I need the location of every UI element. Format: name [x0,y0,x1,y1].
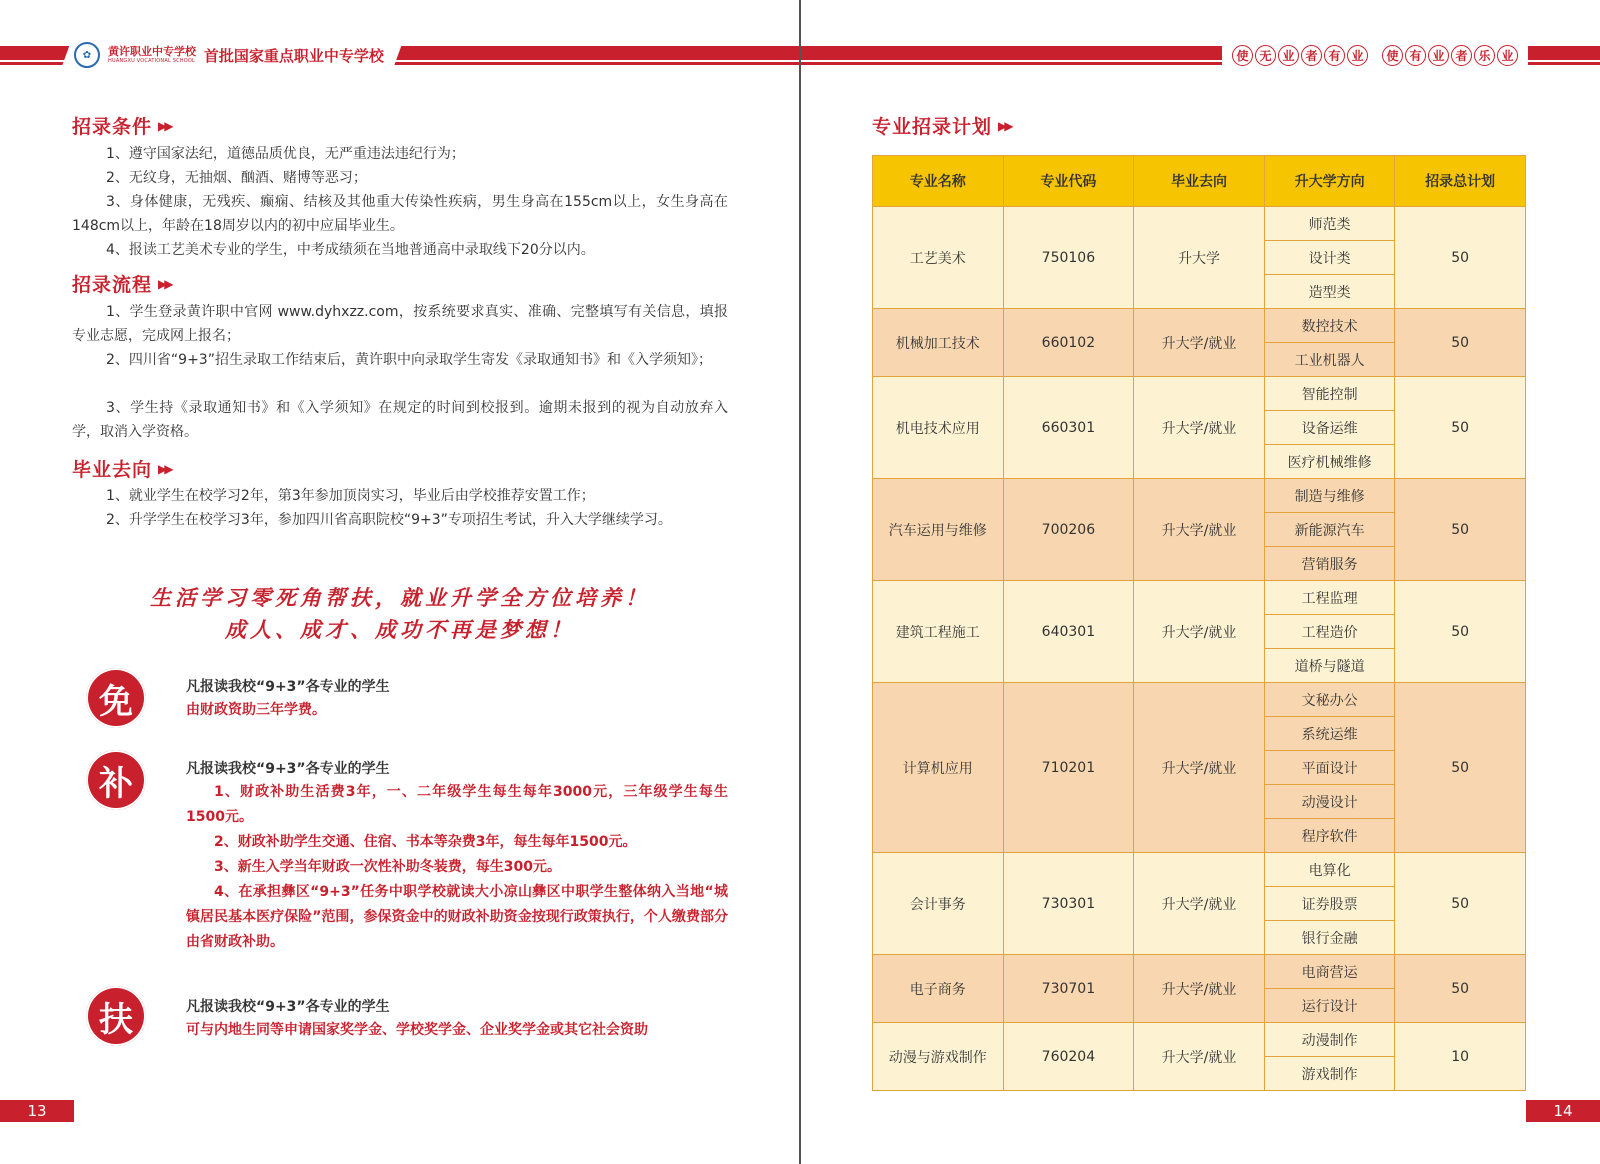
motto-char: 业 [1428,45,1449,66]
double-arrow-icon: ▶▶ [158,118,171,133]
direction-cell: 平面设计 [1264,751,1395,785]
page-number-left: 13 [0,1100,74,1122]
double-arrow-icon: ▶▶ [998,118,1011,133]
column-header: 专业名称 [873,156,1004,207]
motto-char: 业 [1278,45,1299,66]
direction-cell: 数控技术 [1264,309,1395,343]
table-row [873,1023,1526,1057]
major-name-cell: 动漫与游戏制作 [873,1023,1004,1091]
process-item: 2、四川省“9+3”招生录取工作结束后，黄许职中向录取学生寄发《录取通知书》和《入学须知》； [106,352,712,368]
benefit-heading: 凡报读我校“9+3”各专业的学生 [186,679,390,695]
destination-cell: 升大学/就业 [1134,377,1265,479]
direction-cell: 新能源汽车 [1264,513,1395,547]
motto-char: 乐 [1474,45,1495,66]
benefit-heading: 凡报读我校“9+3”各专业的学生 [186,761,390,777]
direction-cell: 动漫设计 [1264,785,1395,819]
slogan-line-1: 生活学习零死角帮扶，就业升学全方位培养！ [150,586,650,610]
benefit-text: 可与内地生同等申请国家奖学金、学校奖学金、企业奖学金或其它社会资助 [186,1022,648,1038]
direction-cell: 证券股票 [1264,887,1395,921]
column-header: 毕业去向 [1134,156,1265,207]
major-code-cell: 660301 [1003,377,1134,479]
logo-text [108,46,196,64]
direction-cell: 营销服务 [1264,547,1395,581]
table-row [873,309,1526,343]
major-code-cell: 760204 [1003,1023,1134,1091]
logo-chinese-name: 黄许职业中专学校 [108,45,196,58]
section-title-text: 招录流程 [72,274,153,296]
direction-cell: 设计类 [1264,241,1395,275]
direction-cell: 智能控制 [1264,377,1395,411]
direction-cell: 运行设计 [1264,989,1395,1023]
graduation-item: 2、升学学生在校学习3年，参加四川省高职院校“9+3”专项招生考试，升入大学继续学习。 [106,512,672,528]
motto-char: 有 [1405,45,1426,66]
direction-cell: 工业机器人 [1264,343,1395,377]
table-row [873,581,1526,615]
destination-cell: 升大学/就业 [1134,683,1265,853]
benefit-text: 4、在承担彝区“9+3”任务中职学校就读大小凉山彝区中职学生整体纳入当地“城镇居民基本医疗保险”范围，参保资金中的财政补助资金按现行政策执行，个人缴费部分由省财政补助。 [186,884,728,950]
motto-char: 者 [1301,45,1322,66]
destination-cell: 升大学/就业 [1134,479,1265,581]
condition-item: 4、报读工艺美术专业的学生，中考成绩须在当地普通高中录取线下20分以内。 [106,242,595,258]
destination-cell: 升大学 [1134,207,1265,309]
slogan-line-2: 成人、成才、成功不再是梦想！ [225,618,575,642]
plan-total-cell: 50 [1395,207,1526,309]
destination-cell: 升大学/就业 [1134,853,1265,955]
destination-cell: 升大学/就业 [1134,1023,1265,1091]
plan-total-cell: 50 [1395,581,1526,683]
direction-cell: 造型类 [1264,275,1395,309]
book-spine [799,0,801,1164]
benefit-text: 1、财政补助生活费3年，一、二年级学生每生每年3000元，三年级学生每生1500元。 [186,784,728,825]
table-row [873,479,1526,513]
enrollment-plan-table [872,155,1526,1091]
graduation-item: 1、就业学生在校学习2年，第3年参加顶岗实习，毕业后由学校推荐安置工作； [106,488,595,504]
condition-item: 1、遵守国家法纪，道德品质优良，无严重违法违纪行为； [106,146,465,162]
double-arrow-icon: ▶▶ [158,276,171,291]
motto-char: 业 [1497,45,1518,66]
direction-cell: 银行金融 [1264,921,1395,955]
direction-cell: 道桥与隧道 [1264,649,1395,683]
motto-group-1 [1232,45,1368,66]
direction-cell: 动漫制作 [1264,1023,1395,1057]
process-item: 3、学生持《录取通知书》和《入学须知》在规定的时间到校报到。逾期未报到的视为自动放弃入学，取消入学资格。 [72,400,728,440]
direction-cell: 系统运维 [1264,717,1395,751]
direction-cell: 文秘办公 [1264,683,1395,717]
plan-total-cell: 50 [1395,309,1526,377]
page-number-right: 14 [1526,1100,1600,1122]
section-title-text: 招录条件 [72,116,153,138]
motto-char: 业 [1347,45,1368,66]
condition-item: 2、无纹身，无抽烟、酗酒、赌博等恶习； [106,170,367,186]
major-code-cell: 640301 [1003,581,1134,683]
direction-cell: 师范类 [1264,207,1395,241]
major-name-cell: 电子商务 [873,955,1004,1023]
major-name-cell: 建筑工程施工 [873,581,1004,683]
major-code-cell: 750106 [1003,207,1134,309]
major-name-cell: 机械加工技术 [873,309,1004,377]
column-header: 升大学方向 [1264,156,1395,207]
major-name-cell: 机电技术应用 [873,377,1004,479]
column-header: 专业代码 [1003,156,1134,207]
plan-total-cell: 10 [1395,1023,1526,1091]
school-motto [1222,40,1528,70]
table-header-row [873,156,1526,207]
motto-char: 无 [1255,45,1276,66]
section-title-text: 专业招录计划 [872,116,993,138]
double-arrow-icon: ▶▶ [158,461,171,476]
motto-char: 使 [1382,45,1403,66]
destination-cell: 升大学/就业 [1134,581,1265,683]
motto-char: 者 [1451,45,1472,66]
condition-item: 3、身体健康，无残疾、癫痫、结核及其他重大传染性疾病，男生身高在155cm以上，女生身高在148cm以上，年龄在18周岁以内的初中应届毕业生。 [72,194,728,234]
major-name-cell: 工艺美术 [873,207,1004,309]
support-badge-icon: 扶 [86,986,146,1046]
major-code-cell: 660102 [1003,309,1134,377]
table-row [873,377,1526,411]
section-title-conditions [72,112,170,139]
section-title-graduation [72,455,170,482]
benefit-text: 由财政资助三年学费。 [186,702,326,718]
direction-cell: 医疗机械维修 [1264,445,1395,479]
direction-cell: 工程监理 [1264,581,1395,615]
subsidy-badge-icon: 补 [86,750,146,810]
logo-english-name: HUANGXU VOCATIONAL SCHOOL [108,58,196,64]
plan-total-cell: 50 [1395,683,1526,853]
plan-total-cell: 50 [1395,853,1526,955]
school-logo-block [61,40,404,70]
process-item: 1、学生登录黄许职中官网 www.dyhxzz.com，按系统要求真实、准确、完整填写有关信息，填报专业志愿，完成网上报名； [72,304,728,344]
direction-cell: 电算化 [1264,853,1395,887]
header-slogan: 首批国家重点职业中专学校 [204,46,385,65]
direction-cell: 程序软件 [1264,819,1395,853]
major-code-cell: 710201 [1003,683,1134,853]
destination-cell: 升大学/就业 [1134,955,1265,1023]
major-code-cell: 730301 [1003,853,1134,955]
plan-total-cell: 50 [1395,955,1526,1023]
major-code-cell: 700206 [1003,479,1134,581]
direction-cell: 制造与维修 [1264,479,1395,513]
motto-char: 使 [1232,45,1253,66]
major-name-cell: 计算机应用 [873,683,1004,853]
section-title-enrollment-plan [872,112,1010,139]
section-title-process [72,270,170,297]
benefit-text: 3、新生入学当年财政一次性补助冬装费，每生300元。 [214,859,561,875]
table-row [873,955,1526,989]
motto-group-2 [1382,45,1518,66]
motto-char: 有 [1324,45,1345,66]
direction-cell: 设备运维 [1264,411,1395,445]
school-emblem-icon: ✿ [74,42,100,68]
major-code-cell: 730701 [1003,955,1134,1023]
table-row [873,853,1526,887]
plan-total-cell: 50 [1395,377,1526,479]
destination-cell: 升大学/就业 [1134,309,1265,377]
section-title-text: 毕业去向 [72,459,153,481]
benefit-text: 2、财政补助学生交通、住宿、书本等杂费3年，每生每年1500元。 [214,834,637,850]
direction-cell: 电商营运 [1264,955,1395,989]
major-name-cell: 汽车运用与维修 [873,479,1004,581]
table-row [873,207,1526,241]
direction-cell: 工程造价 [1264,615,1395,649]
direction-cell: 游戏制作 [1264,1057,1395,1091]
column-header: 招录总计划 [1395,156,1526,207]
table-row [873,683,1526,717]
free-tuition-badge-icon: 免 [86,668,146,728]
plan-total-cell: 50 [1395,479,1526,581]
major-name-cell: 会计事务 [873,853,1004,955]
benefit-heading: 凡报读我校“9+3”各专业的学生 [186,999,390,1015]
